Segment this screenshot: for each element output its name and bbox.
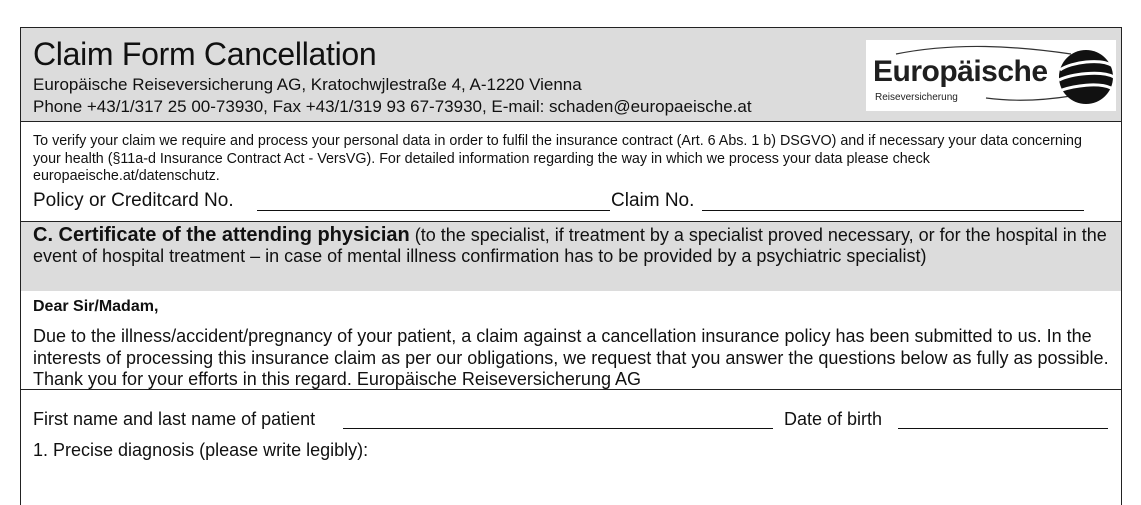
company-address: Europäische Reiseversicherung AG, Kratochwjlestraße 4, A-1220 Vienna: [33, 75, 582, 94]
policy-row: [33, 190, 1113, 216]
policy-number-field[interactable]: [257, 210, 610, 211]
section-c-header: [21, 221, 1121, 291]
date-of-birth-label: Date of birth: [784, 409, 883, 429]
patient-name-label: First name and last name of patient: [33, 409, 316, 429]
company-contact: Phone +43/1/317 25 00-73930, Fax +43/1/319 93 67-73930, E-mail: schaden@europaeische.at: [33, 97, 752, 116]
letter-salutation: Dear Sir/Madam,: [33, 298, 159, 315]
company-logo: [866, 40, 1116, 111]
patient-name-field[interactable]: [343, 428, 773, 429]
section-c-title: C. Certificate of the attending physician: [33, 224, 410, 246]
date-of-birth-field[interactable]: [898, 428, 1108, 429]
form-frame: [20, 27, 1122, 505]
privacy-notice: To verify your claim we require and process your personal data in order to fulfil the insurance contract (Art. 6 Abs. 1 b) DSGVO) and if necessary your data concerning your health (§11a-d Insurance Contract Act - VersVG). For detailed information regarding the way in which we process your data please check europaeische.at/datenschutz.: [33, 133, 1082, 184]
logo-subtitle: Reiseversicherung: [875, 92, 958, 103]
claim-number-label: Claim No.: [611, 190, 695, 211]
patient-row: [33, 409, 1113, 433]
diagnosis-question: 1. Precise diagnosis (please write legibly):: [33, 440, 369, 460]
letter-body: Due to the illness/accident/pregnancy of your patient, a claim against a cancellation insurance policy has been submitted to us. In the interests of processing this insurance claim as per our obligations, we request that you answer the questions below as fully as possible. Thank you for your efforts in this regard. Europäische Reiseversicherung AG: [33, 326, 1109, 389]
logo-wordmark: Europäische: [873, 55, 1048, 88]
policy-number-label: Policy or Creditcard No.: [33, 190, 234, 211]
section-divider: [21, 389, 1121, 390]
form-header: [21, 28, 1121, 122]
section-c-note: (to the specialist, if treatment by a specialist proved necessary, or for the hospital in the event of hospital treatment – in case of mental illness confirmation has to be provided by a psychiatric specialist): [33, 225, 1107, 266]
form-title: Claim Form Cancellation: [33, 36, 377, 72]
claim-number-field[interactable]: [702, 210, 1084, 211]
